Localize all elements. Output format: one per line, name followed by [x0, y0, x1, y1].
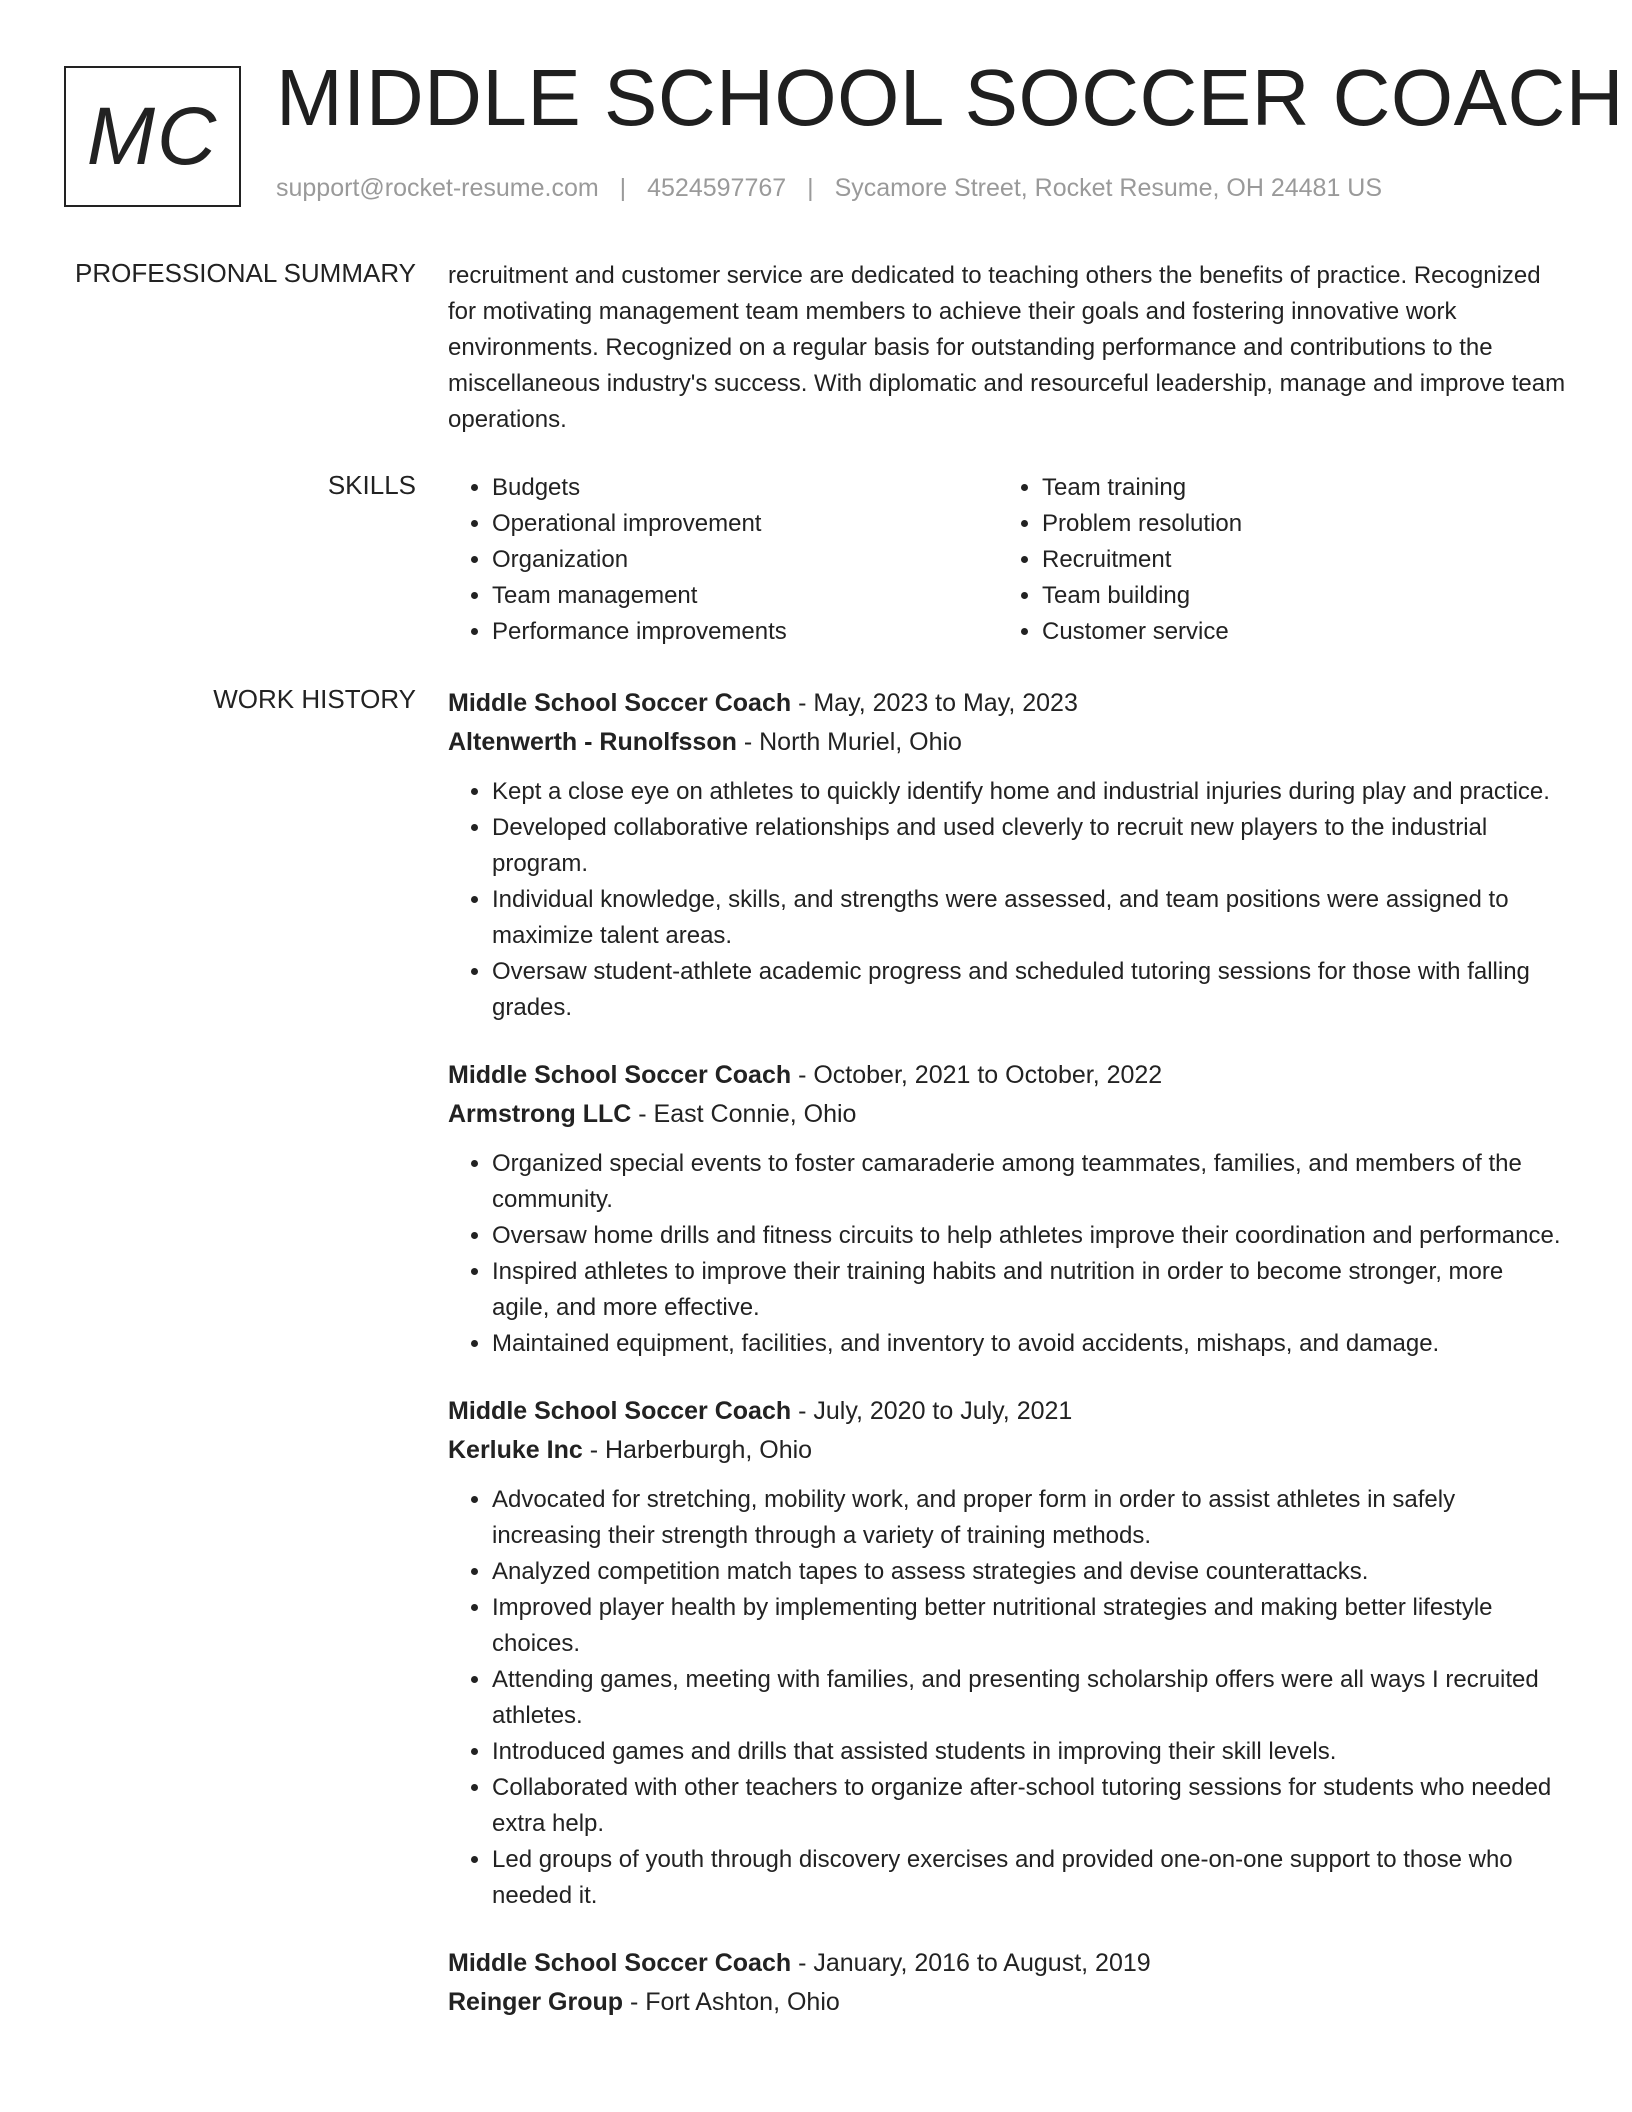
job-title-line: [448, 1944, 1566, 1983]
job-title-line: [448, 1392, 1566, 1431]
work-label: WORK HISTORY: [213, 684, 416, 714]
job-title: Middle School Soccer Coach: [448, 1949, 792, 1977]
skills-grid: [448, 470, 1566, 650]
skill-item: • Budgets: [492, 470, 998, 506]
skills-list-left: [448, 470, 998, 650]
contact-email: support@rocket-resume.com: [276, 174, 599, 202]
job-dates: - January, 2016 to August, 2019: [791, 1949, 1151, 1977]
job-bullet: • Developed collaborative relationships and used cleverly to recruit new players to the industrial program.: [492, 810, 1566, 882]
job-company-line: [448, 1095, 1566, 1134]
contact-address: Sycamore Street, Rocket Resume, OH 24481 US: [834, 174, 1383, 202]
job-location: - Fort Ashton, Ohio: [623, 1988, 840, 2016]
job-bullet: • Oversaw student-athlete academic progress and scheduled tutoring sessions for those with falling grades.: [492, 954, 1566, 1026]
skill-item: • Team building: [1042, 578, 1548, 614]
job-dates: - October, 2021 to October, 2022: [791, 1061, 1163, 1089]
job-entry: [448, 1392, 1566, 1914]
job-bullet: • Inspired athletes to improve their training habits and nutrition in order to become stronger, more agile, and more effective.: [492, 1254, 1566, 1326]
job-title: Middle School Soccer Coach: [448, 1397, 792, 1425]
job-title-line: [448, 684, 1566, 723]
job-dates: - July, 2020 to July, 2021: [791, 1397, 1073, 1425]
job-title-line: [448, 1056, 1566, 1095]
job-bullet: • Introduced games and drills that assisted students in improving their skill levels.: [492, 1734, 1566, 1770]
skill-item: • Problem resolution: [1042, 506, 1548, 542]
job-company-line: [448, 723, 1566, 762]
job-bullet: • Maintained equipment, facilities, and inventory to avoid accidents, mishaps, and damage.: [492, 1326, 1566, 1362]
job-company-line: [448, 1431, 1566, 1470]
skill-item: • Team management: [492, 578, 998, 614]
skill-item: • Operational improvement: [492, 506, 998, 542]
job-entry: [448, 1056, 1566, 1362]
job-bullet: • Led groups of youth through discovery exercises and provided one-on-one support to those who needed it.: [492, 1842, 1566, 1914]
job-bullet: • Improved player health by implementing better nutritional strategies and making better lifestyle choices.: [492, 1590, 1566, 1662]
job-dates: - May, 2023 to May, 2023: [791, 689, 1078, 717]
skill-item: • Customer service: [1042, 614, 1548, 650]
skills-list-right: [998, 470, 1548, 650]
contact-line: [276, 174, 1382, 203]
job-bullet: • Analyzed competition match tapes to assess strategies and devise counterattacks.: [492, 1554, 1566, 1590]
job-entry: [448, 1944, 1566, 2022]
job-bullets: [448, 1146, 1566, 1362]
contact-separator: |: [807, 174, 814, 202]
skill-item: • Organization: [492, 542, 998, 578]
job-bullet: • Individual knowledge, skills, and strengths were assessed, and team positions were assigned to maximize talent areas.: [492, 882, 1566, 954]
job-company: Kerluke Inc: [448, 1436, 583, 1464]
skill-item: • Team training: [1042, 470, 1548, 506]
job-title: Middle School Soccer Coach: [448, 689, 792, 717]
job-bullet: • Advocated for stretching, mobility work, and proper form in order to assist athletes in safely increasing their strength through a variety of training methods.: [492, 1482, 1566, 1554]
job-bullet: • Oversaw home drills and fitness circuits to help athletes improve their coordination and performance.: [492, 1218, 1566, 1254]
contact-phone: 4524597767: [647, 174, 787, 202]
job-bullets: [448, 774, 1566, 1026]
job-location: - East Connie, Ohio: [631, 1100, 857, 1128]
work-body: [448, 684, 1566, 2052]
job-title: Middle School Soccer Coach: [448, 1061, 792, 1089]
job-company: Altenwerth - Runolfsson: [448, 728, 737, 756]
job-company: Armstrong LLC: [448, 1100, 632, 1128]
job-bullet: • Kept a close eye on athletes to quickly identify home and industrial injuries during play and practice.: [492, 774, 1566, 810]
job-company-line: [448, 1983, 1566, 2022]
summary-label: PROFESSIONAL SUMMARY: [75, 258, 416, 288]
job-bullet: • Attending games, meeting with families, and presenting scholarship offers were all ways I recruited athletes.: [492, 1662, 1566, 1734]
job-bullet: • Collaborated with other teachers to organize after-school tutoring sessions for students who needed extra help.: [492, 1770, 1566, 1842]
monogram-initials: MC: [86, 90, 219, 182]
job-bullets: [448, 1482, 1566, 1914]
summary-text: recruitment and customer service are dedicated to teaching others the benefits of practice. Recognized for motivating management team members to achieve their goals and fostering innovative work environments. Recognized on a regular basis for outstanding performance and contributions to the miscellaneous industry's success. With diplomatic and resourceful leadership, manage and improve team operations.: [448, 262, 1566, 433]
contact-separator: |: [619, 174, 627, 202]
job-location: - Harberburgh, Ohio: [582, 1436, 813, 1464]
job-bullet: • Organized special events to foster camaraderie among teammates, families, and members of the community.: [492, 1146, 1566, 1218]
job-company: Reinger Group: [448, 1988, 624, 2016]
skills-label: SKILLS: [327, 470, 416, 500]
job-location: - North Muriel, Ohio: [736, 728, 962, 756]
summary-body: [448, 258, 1566, 438]
monogram-box: [64, 66, 241, 207]
skill-item: • Recruitment: [1042, 542, 1548, 578]
skill-item: • Performance improvements: [492, 614, 998, 650]
resume-title: MIDDLE SCHOOL SOCCER COACH: [276, 53, 1624, 142]
job-entry: [448, 684, 1566, 1026]
